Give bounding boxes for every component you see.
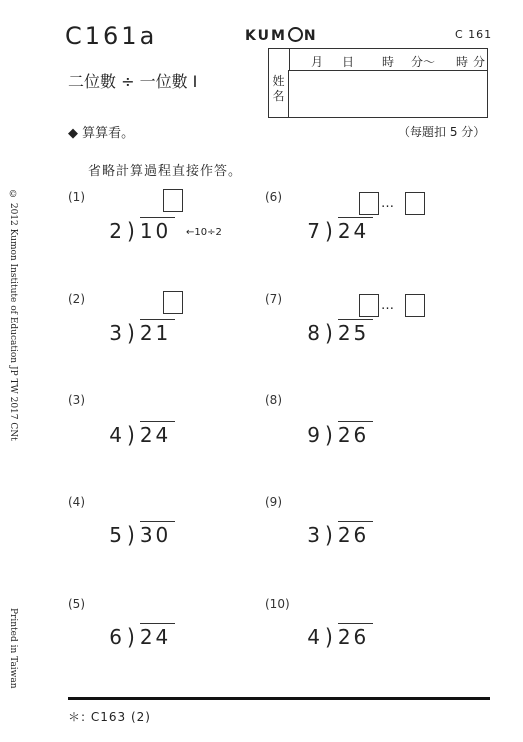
divisor: 7 [307,219,323,243]
division-problem [105,321,175,345]
footer-reference: ＊: C163 (2) [68,710,151,724]
name-label: 姓名 [269,70,289,117]
dividend: 10 [140,217,175,243]
quotient-box[interactable] [359,192,379,215]
problem-number: (4) [68,495,85,509]
worksheet-subtitle: 二位數 ÷ 一位數 Ⅰ [68,72,198,91]
dividend: 26 [338,421,373,447]
division-problem [105,219,175,243]
division-problem [303,219,373,243]
remainder-dots: … [381,196,393,211]
dividend: 30 [140,521,175,547]
directions-note: 省略計算過程直接作答。 [88,164,243,179]
dividend: 24 [338,217,373,243]
brand-left: KUM [245,28,287,44]
date-name-box [268,48,488,118]
brand-right: N [303,28,318,44]
problem-number: (7) [265,292,282,306]
hour-label-2: 時 [456,55,469,69]
quotient-box[interactable] [359,294,379,317]
worksheet-code: C161a [65,22,158,50]
points-note: （每題扣 5 分） [398,125,486,139]
divisor: 4 [109,423,125,447]
divisor: 4 [307,625,323,649]
logo-circle-icon [288,27,303,42]
problem-number: (5) [68,597,85,611]
division-bracket: ) [325,217,336,245]
division-bracket: ) [325,421,336,449]
division-bracket: ) [127,521,138,549]
kumon-logo [245,27,318,44]
problem-number: (6) [265,190,282,204]
problem-number: (10) [265,597,290,611]
remainder-box[interactable] [405,294,425,317]
day-label: 日 [342,55,355,69]
hint-text: ←10÷2 [186,227,222,238]
dividend: 24 [140,421,175,447]
footer-rule [68,697,490,700]
answer-box[interactable] [163,189,183,212]
answer-box[interactable] [163,291,183,314]
divisor: 8 [307,321,323,345]
corner-cell [269,49,290,70]
dividend: 24 [140,623,175,649]
division-problem [105,625,175,649]
hour-label: 時 [382,55,395,69]
divisor: 3 [307,523,323,547]
divisor: 3 [109,321,125,345]
problem-number: (8) [265,393,282,407]
division-bracket: ) [127,217,138,245]
problem-number: (2) [68,292,85,306]
dividend: 21 [140,319,175,345]
remainder-dots: … [381,298,393,313]
worksheet-code-small: C 161 [455,28,493,41]
printed-in-text: Printed in Taiwan [8,608,18,689]
dividend: 26 [338,623,373,649]
division-problem [303,321,373,345]
division-problem [105,423,175,447]
instruction: ◆ 算算看。 [68,126,135,141]
division-bracket: ) [325,623,336,651]
division-bracket: ) [325,521,336,549]
division-bracket: ) [127,623,138,651]
division-problem [303,523,373,547]
month-label: 月 [311,55,324,69]
division-problem [303,625,373,649]
problem-number: (3) [68,393,85,407]
divisor: 5 [109,523,125,547]
remainder-box[interactable] [405,192,425,215]
copyright-text: © 2012 Kumon Institute of Education JP TW 2017 CNt [8,190,18,441]
problem-number: (1) [68,190,85,204]
divisor: 6 [109,625,125,649]
division-problem [303,423,373,447]
division-bracket: ) [127,319,138,347]
minute-label: 分～ [411,55,436,69]
divisor: 2 [109,219,125,243]
dividend: 25 [338,319,373,345]
divisor: 9 [307,423,323,447]
date-time-row [289,49,487,71]
division-bracket: ) [127,421,138,449]
division-problem [105,523,175,547]
problem-number: (9) [265,495,282,509]
minute-label-2: 分 [473,55,486,69]
dividend: 26 [338,521,373,547]
division-bracket: ) [325,319,336,347]
